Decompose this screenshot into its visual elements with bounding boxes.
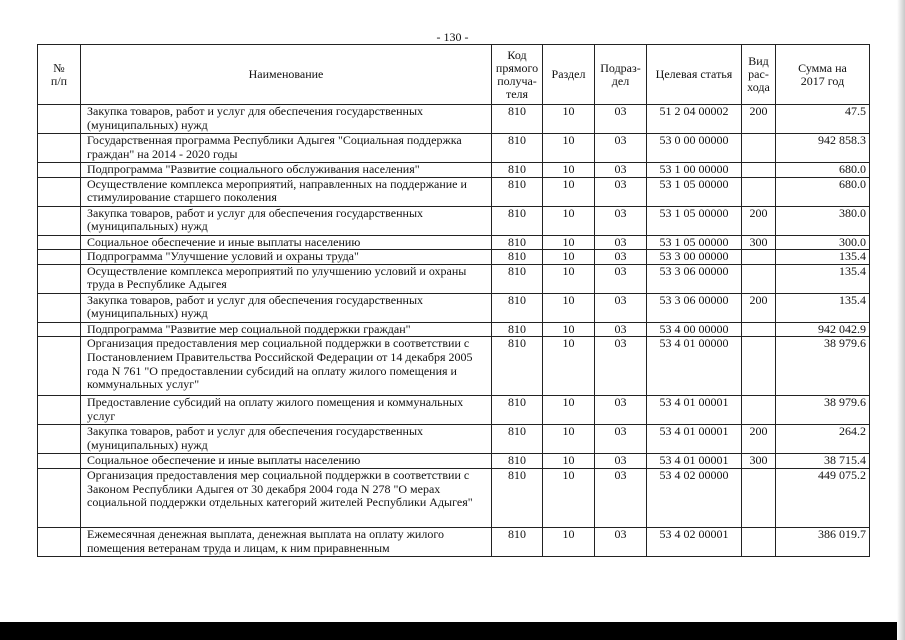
scan-bottom-edge: [0, 622, 905, 640]
row-code-cell: 810: [492, 454, 543, 469]
row-num-cell: [38, 264, 81, 293]
header-subsection: Подраз- дел: [595, 45, 647, 105]
table-row: [38, 105, 870, 134]
row-subsection-cell: 03: [595, 293, 647, 322]
row-section-cell: 10: [543, 468, 595, 527]
row-num-cell: [38, 425, 81, 454]
table-row: [38, 264, 870, 293]
row-target-cell: 53 4 00 00000: [647, 322, 742, 337]
header-target: Целевая статья: [647, 45, 742, 105]
row-exp-type-cell: [742, 322, 776, 337]
row-code-cell: 810: [492, 322, 543, 337]
row-sum-cell: 38 715.4: [776, 454, 870, 469]
row-target-cell: 53 1 05 00000: [647, 177, 742, 206]
row-code-cell: 810: [492, 250, 543, 265]
row-num-cell: [38, 527, 81, 556]
row-exp-type-cell: [742, 337, 776, 396]
table-row: [38, 454, 870, 469]
row-exp-type-cell: [742, 396, 776, 425]
row-section-cell: 10: [543, 105, 595, 134]
row-name-cell: Организация предоставления мер социальной поддержки в соответствии с Постановлением Правительства Российской Федерации от 14 декабря 2005 года N 761 "О предоставлении субсидий на оплату жилого помещения и коммунальных услуг": [81, 337, 492, 396]
row-code-cell: 810: [492, 235, 543, 250]
row-sum-cell: 135.4: [776, 293, 870, 322]
row-exp-type-cell: [742, 250, 776, 265]
row-target-cell: 53 4 02 00000: [647, 468, 742, 527]
row-num-cell: [38, 250, 81, 265]
row-subsection-cell: 03: [595, 264, 647, 293]
row-subsection-cell: 03: [595, 206, 647, 235]
row-subsection-cell: 03: [595, 105, 647, 134]
row-exp-type-cell: [742, 468, 776, 527]
row-code-cell: 810: [492, 527, 543, 556]
row-exp-type-cell: 300: [742, 235, 776, 250]
row-sum-cell: 942 858.3: [776, 134, 870, 163]
table-row: [38, 425, 870, 454]
row-num-cell: [38, 337, 81, 396]
header-section: Раздел: [543, 45, 595, 105]
row-name-cell: Подпрограмма "Развитие мер социальной поддержки граждан": [81, 322, 492, 337]
row-sum-cell: 264.2: [776, 425, 870, 454]
row-sum-cell: 680.0: [776, 163, 870, 178]
row-target-cell: 53 3 06 00000: [647, 264, 742, 293]
row-target-cell: 53 4 01 00001: [647, 425, 742, 454]
row-name-cell: Социальное обеспечение и иные выплаты населению: [81, 454, 492, 469]
table-row: [38, 250, 870, 265]
row-section-cell: 10: [543, 235, 595, 250]
table-row: [38, 337, 870, 396]
row-code-cell: 810: [492, 105, 543, 134]
row-name-cell: Государственная программа Республики Адыгея "Социальная поддержка граждан" на 2014 - 2020 годы: [81, 134, 492, 163]
row-section-cell: 10: [543, 177, 595, 206]
row-section-cell: 10: [543, 527, 595, 556]
table-row: [38, 396, 870, 425]
header-code: Код прямого получа- теля: [492, 45, 543, 105]
row-name-cell: Закупка товаров, работ и услуг для обеспечения государственных (муниципальных) нужд: [81, 293, 492, 322]
row-section-cell: 10: [543, 250, 595, 265]
row-target-cell: 53 3 06 00000: [647, 293, 742, 322]
row-num-cell: [38, 177, 81, 206]
row-name-cell: Ежемесячная денежная выплата, денежная выплата на оплату жилого помещения ветеранам труда и лицам, к ним приравненным: [81, 527, 492, 556]
row-num-cell: [38, 322, 81, 337]
row-target-cell: 51 2 04 00002: [647, 105, 742, 134]
row-code-cell: 810: [492, 396, 543, 425]
row-num-cell: [38, 235, 81, 250]
row-target-cell: 53 1 05 00000: [647, 235, 742, 250]
budget-table: [37, 44, 870, 557]
row-name-cell: Предоставление субсидий на оплату жилого помещения и коммунальных услуг: [81, 396, 492, 425]
row-subsection-cell: 03: [595, 425, 647, 454]
scan-right-shadow: [897, 0, 905, 640]
row-sum-cell: 942 042.9: [776, 322, 870, 337]
header-num: № п/п: [38, 45, 81, 105]
row-subsection-cell: 03: [595, 163, 647, 178]
row-num-cell: [38, 134, 81, 163]
row-name-cell: Закупка товаров, работ и услуг для обеспечения государственных (муниципальных) нужд: [81, 425, 492, 454]
row-exp-type-cell: [742, 177, 776, 206]
row-exp-type-cell: [742, 264, 776, 293]
row-code-cell: 810: [492, 264, 543, 293]
row-subsection-cell: 03: [595, 527, 647, 556]
row-num-cell: [38, 206, 81, 235]
header-name: Наименование: [81, 45, 492, 105]
row-name-cell: Социальное обеспечение и иные выплаты населению: [81, 235, 492, 250]
row-subsection-cell: 03: [595, 250, 647, 265]
table-row: [38, 206, 870, 235]
row-name-cell: Осуществление комплекса мероприятий, направленных на поддержание и стимулирование старшего поколения: [81, 177, 492, 206]
row-name-cell: Подпрограмма "Улучшение условий и охраны труда": [81, 250, 492, 265]
row-target-cell: 53 1 05 00000: [647, 206, 742, 235]
row-sum-cell: 135.4: [776, 264, 870, 293]
row-sum-cell: 47.5: [776, 105, 870, 134]
row-code-cell: 810: [492, 293, 543, 322]
row-exp-type-cell: [742, 527, 776, 556]
row-exp-type-cell: [742, 163, 776, 178]
row-exp-type-cell: [742, 134, 776, 163]
row-code-cell: 810: [492, 337, 543, 396]
row-subsection-cell: 03: [595, 322, 647, 337]
row-sum-cell: 38 979.6: [776, 337, 870, 396]
row-code-cell: 810: [492, 425, 543, 454]
row-subsection-cell: 03: [595, 454, 647, 469]
row-name-cell: Закупка товаров, работ и услуг для обеспечения государственных (муниципальных) нужд: [81, 206, 492, 235]
table-row: [38, 134, 870, 163]
row-subsection-cell: 03: [595, 337, 647, 396]
row-section-cell: 10: [543, 206, 595, 235]
row-subsection-cell: 03: [595, 134, 647, 163]
table-row: [38, 235, 870, 250]
row-code-cell: 810: [492, 177, 543, 206]
row-target-cell: 53 4 01 00000: [647, 337, 742, 396]
row-section-cell: 10: [543, 293, 595, 322]
row-exp-type-cell: 200: [742, 206, 776, 235]
header-row: [38, 45, 870, 105]
row-code-cell: 810: [492, 163, 543, 178]
row-section-cell: 10: [543, 322, 595, 337]
row-section-cell: 10: [543, 454, 595, 469]
row-num-cell: [38, 454, 81, 469]
row-target-cell: 53 0 00 00000: [647, 134, 742, 163]
table-row: [38, 177, 870, 206]
row-section-cell: 10: [543, 134, 595, 163]
row-num-cell: [38, 396, 81, 425]
row-subsection-cell: 03: [595, 235, 647, 250]
row-subsection-cell: 03: [595, 468, 647, 527]
row-target-cell: 53 4 02 00001: [647, 527, 742, 556]
row-subsection-cell: 03: [595, 396, 647, 425]
row-num-cell: [38, 105, 81, 134]
row-target-cell: 53 4 01 00001: [647, 396, 742, 425]
row-num-cell: [38, 468, 81, 527]
table-row: [38, 527, 870, 556]
row-target-cell: 53 4 01 00001: [647, 454, 742, 469]
row-num-cell: [38, 163, 81, 178]
row-section-cell: 10: [543, 425, 595, 454]
row-code-cell: 810: [492, 468, 543, 527]
page-number: - 130 -: [436, 30, 469, 44]
row-target-cell: 53 1 00 00000: [647, 163, 742, 178]
row-subsection-cell: 03: [595, 177, 647, 206]
row-exp-type-cell: 200: [742, 105, 776, 134]
row-target-cell: 53 3 00 00000: [647, 250, 742, 265]
row-name-cell: Подпрограмма "Развитие социального обслуживания населения": [81, 163, 492, 178]
table-row: [38, 322, 870, 337]
row-name-cell: Осуществление комплекса мероприятий по улучшению условий и охраны труда в Республике Адыгея: [81, 264, 492, 293]
row-sum-cell: 680.0: [776, 177, 870, 206]
header-exp-type: Вид рас- хода: [742, 45, 776, 105]
table-row: [38, 468, 870, 527]
row-section-cell: 10: [543, 396, 595, 425]
row-section-cell: 10: [543, 163, 595, 178]
header-sum: Сумма на 2017 год: [776, 45, 870, 105]
row-name-cell: Организация предоставления мер социальной поддержки в соответствии с Законом Республики Адыгея от 30 декабря 2004 года N 278 "О мерах социальной поддержки отдельных категорий жителей Республики Адыгея": [81, 468, 492, 527]
row-sum-cell: 386 019.7: [776, 527, 870, 556]
row-exp-type-cell: 200: [742, 293, 776, 322]
row-sum-cell: 135.4: [776, 250, 870, 265]
row-sum-cell: 300.0: [776, 235, 870, 250]
row-sum-cell: 449 075.2: [776, 468, 870, 527]
row-exp-type-cell: 300: [742, 454, 776, 469]
row-sum-cell: 380.0: [776, 206, 870, 235]
row-section-cell: 10: [543, 264, 595, 293]
row-code-cell: 810: [492, 134, 543, 163]
row-name-cell: Закупка товаров, работ и услуг для обеспечения государственных (муниципальных) нужд: [81, 105, 492, 134]
row-num-cell: [38, 293, 81, 322]
row-exp-type-cell: 200: [742, 425, 776, 454]
table-row: [38, 293, 870, 322]
row-section-cell: 10: [543, 337, 595, 396]
row-code-cell: 810: [492, 206, 543, 235]
table-row: [38, 163, 870, 178]
row-sum-cell: 38 979.6: [776, 396, 870, 425]
